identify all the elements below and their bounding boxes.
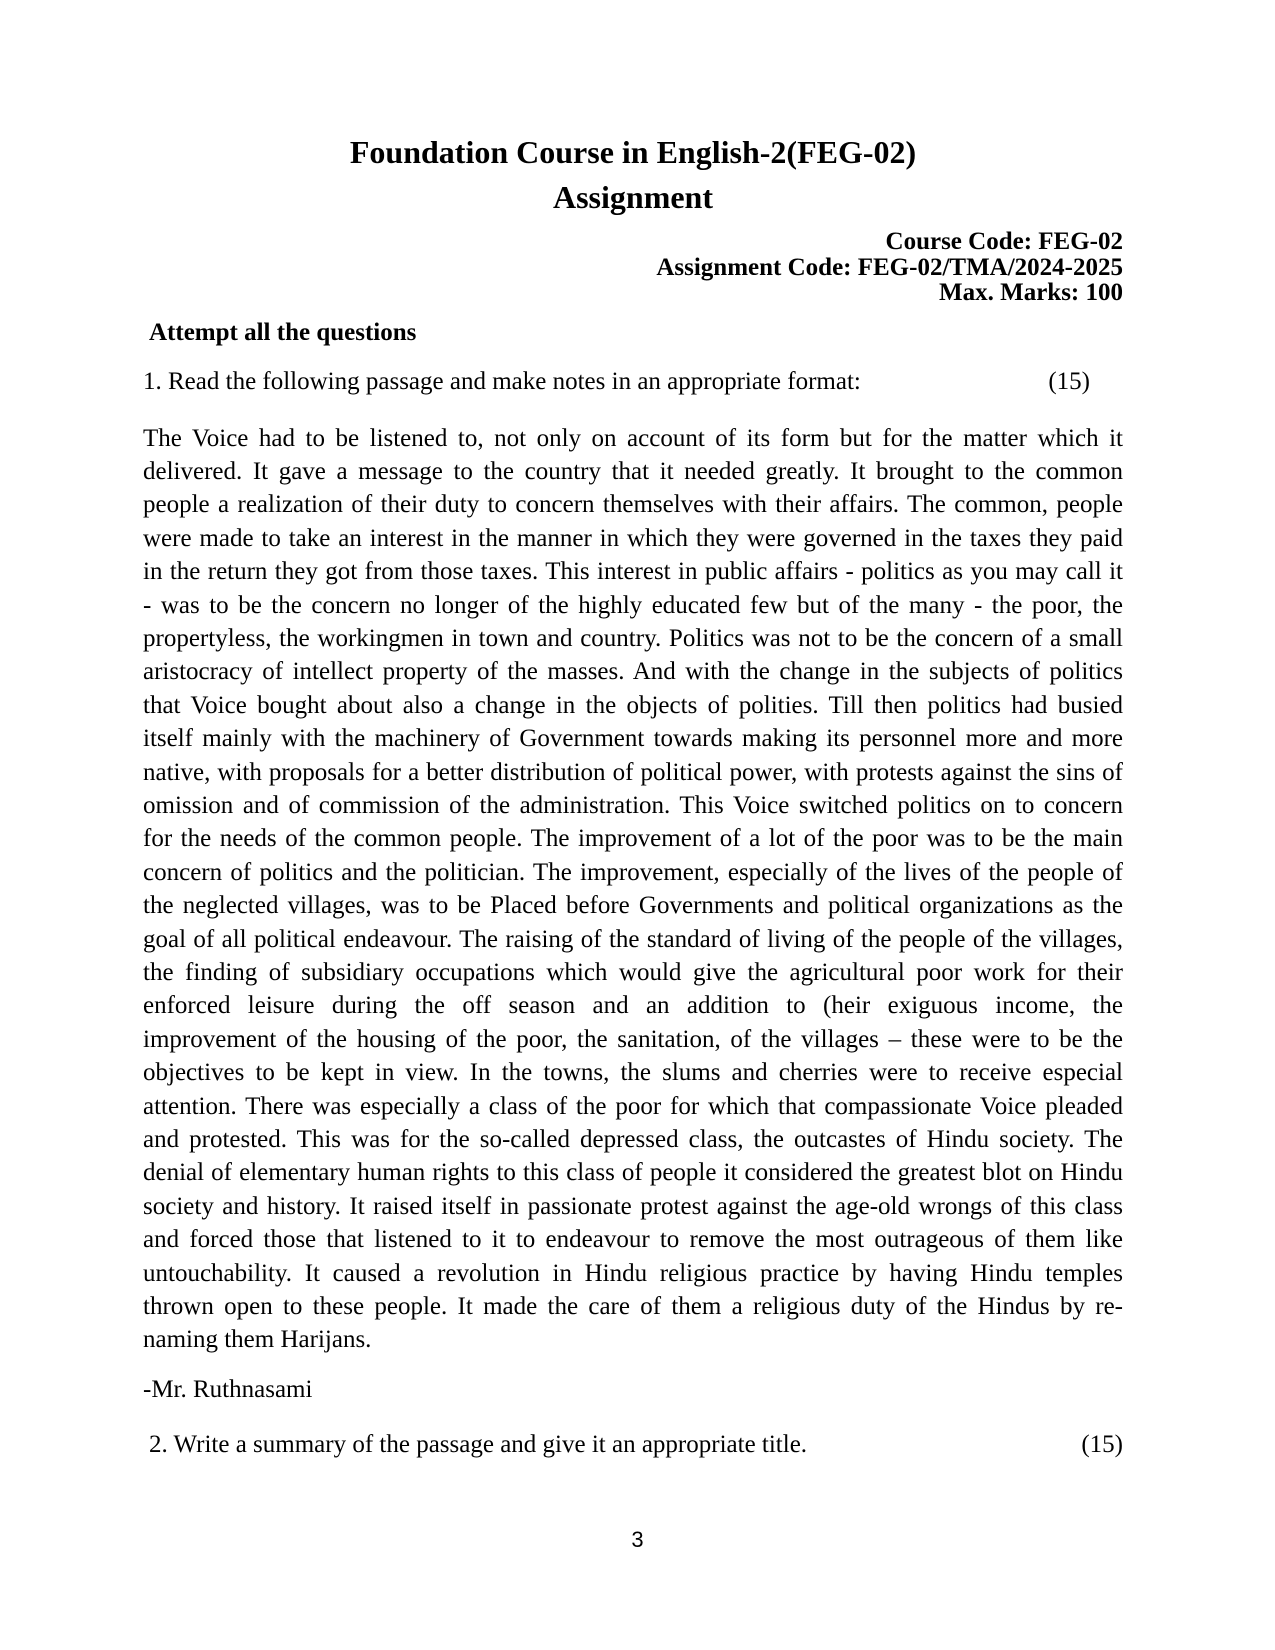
passage-line: untouchability. It caused a revolution in Hindu religious practice by having Hindu temples (143, 1259, 1123, 1287)
passage-line: and protested. This was for the so-called depressed class, the outcastes of Hindu society. The (143, 1126, 1123, 1154)
passage-line: The Voice had to be listened to, not only on account of its form but for the matter which it (143, 424, 1123, 452)
passage-line: aristocracy of intellect property of the masses. And with the change in the subjects of politics (143, 658, 1123, 686)
passage-line: for the needs of the common people. The improvement of a lot of the poor was to be the main (143, 825, 1123, 853)
page-number: 3 (631, 1526, 644, 1552)
passage-line: goal of all political endeavour. The raising of the standard of living of the people of the villages, (143, 925, 1123, 953)
question-2-text: 2. Write a summary of the passage and give it an appropriate title. (149, 1430, 808, 1458)
question-2-marks: (15) (1081, 1430, 1123, 1458)
passage-body (143, 422, 1123, 1357)
passage-line: delivered. It gave a message to the country that it needed greatly. It brought to the common (143, 457, 1123, 485)
passage-line: concern of politics and the politician. The improvement, especially of the lives of the people of (143, 858, 1123, 886)
question-1-marks: (15) (1048, 367, 1090, 395)
max-marks: Max. Marks: 100 (939, 279, 1123, 306)
passage-line: attention. There was especially a class of the poor for which that compassionate Voice pleaded (143, 1092, 1123, 1120)
passage-line: were made to take an interest in the manner in which they were governed in the taxes they paid (143, 524, 1123, 552)
assignment-code: Assignment Code: FEG-02/TMA/2024-2025 (656, 253, 1123, 281)
course-code: Course Code: FEG-02 (885, 228, 1123, 255)
passage-line: objectives to be kept in view. In the towns, the slums and cherries were to receive especial (143, 1059, 1123, 1087)
passage-line: propertyless, the workingmen in town and country. Politics was not to be the concern of a small (143, 624, 1123, 652)
code-block (143, 229, 1123, 306)
passage-line: that Voice bought about also a change in the objects of polities. Till then politics had busied (143, 691, 1123, 719)
passage-line: naming them Harijans. (143, 1326, 372, 1354)
passage-line: the finding of subsidiary occupations which would give the agricultural poor work for their (143, 959, 1123, 986)
passage-line: people a realization of their duty to concern themselves with their affairs. The common, people (143, 491, 1123, 519)
document-title: Foundation Course in English-2(FEG-02) (349, 134, 917, 170)
passage-line: in the return they got from those taxes. This interest in public affairs - politics as you may call it (143, 558, 1123, 586)
passage-line: enforced leisure during the off season and an addition to (heir exiguous income, the (143, 992, 1123, 1020)
passage-line: and forced those that listened to it to endeavour to remove the most outrageous of them like (143, 1226, 1123, 1254)
question-1-row (143, 367, 1123, 396)
document-subtitle: Assignment (552, 179, 713, 215)
passage-line: thrown open to these people. It made the care of them a religious duty of the Hindus by re- (143, 1293, 1123, 1321)
question-2-row (143, 1430, 1123, 1459)
passage-line: itself mainly with the machinery of Government towards making its personnel more and more (143, 725, 1123, 753)
passage-line: the neglected villages, was to be Placed before Governments and political organizations as the (143, 892, 1123, 920)
passage-attribution: -Mr. Ruthnasami (143, 1375, 313, 1403)
passage-line: omission and of commission of the administration. This Voice switched politics on to concern (143, 791, 1123, 819)
passage-line: denial of elementary human rights to this class of people it considered the greatest blot on Hindu (143, 1159, 1123, 1187)
instruction-text: Attempt all the questions (149, 318, 417, 346)
passage-line: - was to be the concern no longer of the highly educated few but of the many - the poor, the (143, 591, 1123, 619)
title-block (143, 0, 1123, 220)
passage-line: society and history. It raised itself in passionate protest against the age-old wrongs of this class (143, 1192, 1123, 1220)
question-1-text: 1. Read the following passage and make notes in an appropriate format: (143, 367, 861, 395)
passage-line: improvement of the housing of the poor, the sanitation, of the villages – these were to be the (143, 1025, 1123, 1053)
passage-line: native, with proposals for a better distribution of political power, with protests against the sins of (143, 758, 1123, 786)
